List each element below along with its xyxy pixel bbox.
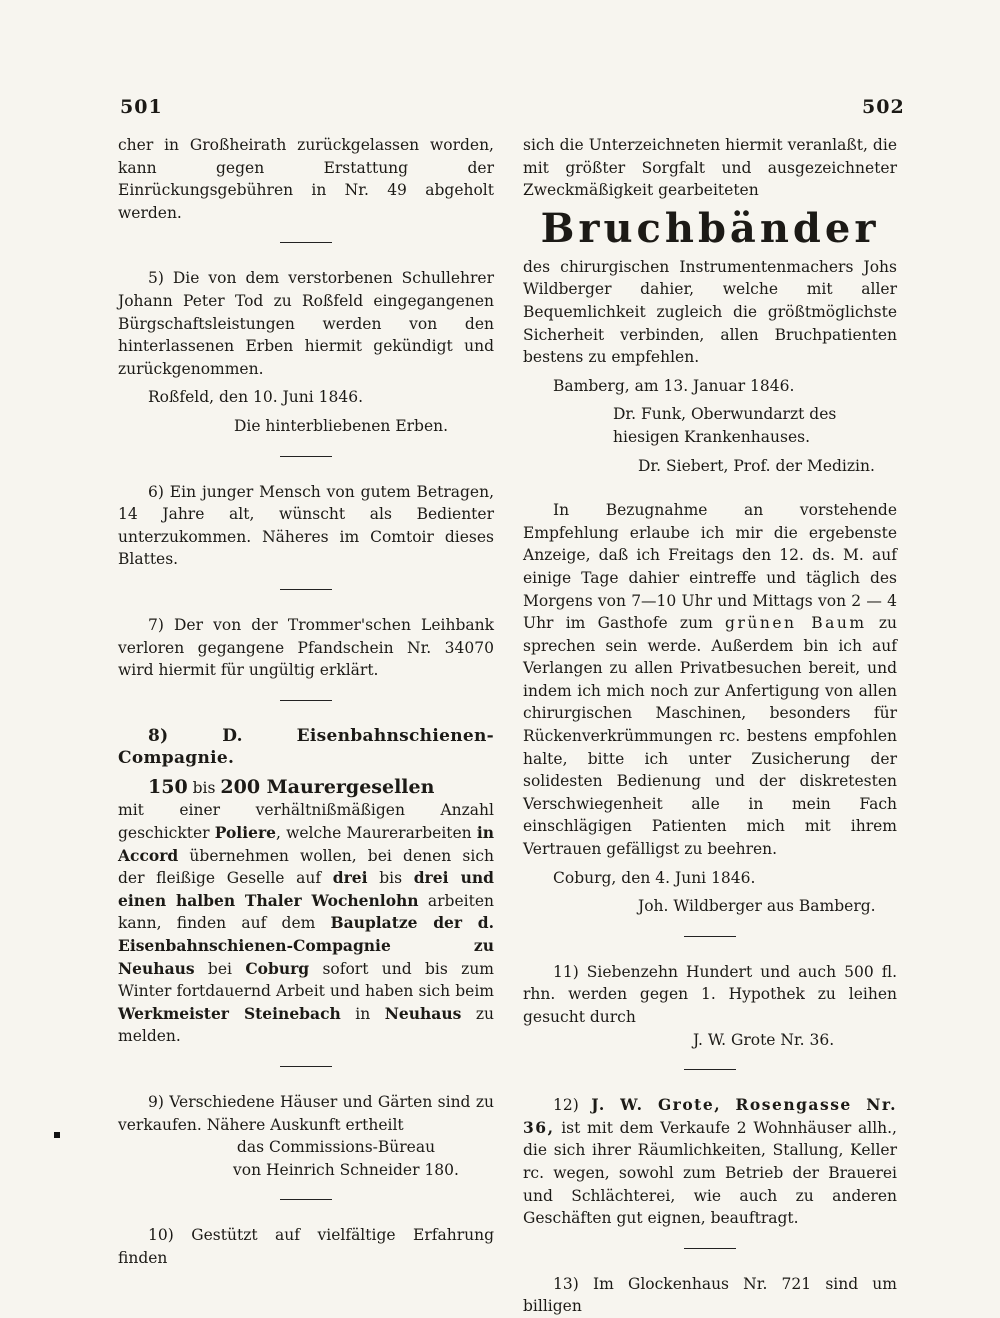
notice-12-spaced: J. W. Grote, Rosengasse Nr. 36, xyxy=(523,1095,897,1137)
notice-8-text-part: zu melden. xyxy=(118,1004,494,1046)
notice-8-bold-part: Poliere xyxy=(214,823,276,843)
notice-8-bold-part: Bauplatze der d. Eisenbahnschienen-Compagnie zu Neuhaus xyxy=(118,913,494,978)
notice-10-text: 10) Gestützt auf vielfältige Erfahrung finden xyxy=(118,1226,494,1267)
wildberger-notice xyxy=(523,499,897,861)
truss-ad-body: des chirurgischen Instrumentenmachers Johs Wildberger dahier, welche mit aller Bequemlichkeit zugleich die größtmöglichste Sicherheit verbinden, allen Bruchpatienten bestens zu empfehlen. xyxy=(523,257,897,367)
divider xyxy=(280,589,332,590)
notice-8-bold-part: drei und einen halben Thaler Wochenlohn xyxy=(118,868,494,910)
truss-ad-intro: sich die Unterzeichneten hiermit veranlaßt, die mit größter Sorgfalt und ausgezeichneter Zweckmäßigkeit gearbeiteten xyxy=(523,136,897,200)
notice-8-bold-part: drei xyxy=(332,868,368,888)
divider xyxy=(280,700,332,701)
notice-8-text-part: in xyxy=(340,1004,385,1023)
notice-12-text xyxy=(523,1094,897,1230)
notice-8-bold-part: Coburg xyxy=(245,958,310,978)
notice-8-text xyxy=(118,799,494,1048)
divider xyxy=(280,242,332,243)
notice-8-bold-part: in Accord xyxy=(118,823,494,865)
right-column xyxy=(523,134,897,1318)
notice-13-text: 13) Im Glockenhaus Nr. 721 sind um billigen xyxy=(523,1274,897,1316)
notice-8-count-to: 200 Maurergesellen xyxy=(220,775,435,798)
notice-9-text: 9) Verschiedene Häuser und Gärten sind zu verkaufen. Nähere Auskunft ertheilt xyxy=(118,1093,494,1134)
left-column xyxy=(118,134,494,1270)
wildberger-notice-part: zu sprechen sein werde. Außerdem bin ich auf Verlangen zu allen Privatbesuchen bereit, und indem ich mich noch zur Anfertigung von allen chirurgischen Maschinen, besonders für Rückenverkrümmungen rc. bestens empfohlen halte, bitte ich unter Zusicherung der solidesten Bedienung und der diskretesten Verschwiegenheit alle in mein Fach einschlägigen Patienten mich mit ihrem Vertrauen gefälligst zu beehren. xyxy=(523,614,897,859)
notice-8-text-part: sofort und bis zum Winter fortdauernd Arbeit und haben sich beim xyxy=(118,959,494,1001)
notice-8-bold-part: Werkmeister Steinebach xyxy=(118,1003,341,1023)
notice-12-part: ist mit dem Verkaufe 2 Wohnhäuser allh., die sich ihrer Räumlichkeiten, Stallung, Keller rc. wegen, sowohl zum Betrieb der Brauerei und Schlächterei, wie auch zu anderen Geschäften gut eignen, beauftragt. xyxy=(523,1118,897,1228)
notice-12-number: 12) xyxy=(553,1096,592,1115)
notice-5-signature: Die hinterbliebenen Erben. xyxy=(233,416,449,435)
page-number-left: 501 xyxy=(120,96,163,118)
notice-8-heading: 8) D. Eisenbahnschienen-Compagnie. xyxy=(118,725,494,769)
notice-8-bis: bis xyxy=(187,778,221,797)
notice-7-text: 7) Der von der Trommer'schen Leihbank verloren gegangene Pfandschein Nr. 34070 wird hiermit für ungültig erklärt. xyxy=(118,615,494,680)
wildberger-notice-part: In Bezugnahme an vorstehende Empfehlung erlaube ich mir die ergebenste Anzeige, daß ich Freitags den 12. ds. M. auf einige Tage dahier eintreffe und täglich des Morgens von 7—10 Uhr und Mittags von 2 — 4 Uhr im Gasthofe zum xyxy=(523,501,897,633)
truss-ad-signature-2: Dr. Siebert, Prof. der Medizin. xyxy=(638,456,875,475)
notice-9-signature-1: das Commissions-Büreau xyxy=(236,1138,436,1157)
notice-9-signature-2: von Heinrich Schneider 180. xyxy=(233,1160,459,1179)
divider xyxy=(684,936,736,937)
divider xyxy=(684,1069,736,1070)
notice-8-text-part: arbeiten kann, finden auf dem xyxy=(118,891,494,933)
margin-mark xyxy=(54,1132,60,1138)
truss-ad-title: Bruchbänder xyxy=(540,204,880,252)
notice-8-text-part: mit einer verhältnißmäßigen Anzahl geschickter xyxy=(118,801,494,843)
notice-8-text-part: bis xyxy=(367,869,414,888)
divider xyxy=(280,1066,332,1067)
divider xyxy=(684,1248,736,1249)
notice-11-signature: J. W. Grote Nr. 36. xyxy=(693,1030,835,1049)
notice-8-headline xyxy=(118,776,494,800)
notice-8-text-part: übernehmen wollen, bei denen sich der fleißige Geselle auf xyxy=(118,846,494,888)
notice-11-text: 11) Siebenzehn Hundert und auch 500 fl. rhn. werden gegen 1. Hypothek zu leihen gesucht durch xyxy=(523,962,897,1026)
notice-6-text: 6) Ein junger Mensch von gutem Betragen, 14 Jahre alt, wünscht als Bedienter unterzukommen. Näheres im Comtoir dieses Blattes. xyxy=(118,482,494,569)
notice-8-text-part: bei xyxy=(194,959,246,978)
notice-8-count-from: 150 xyxy=(148,775,188,798)
truss-ad-signature-1: Dr. Funk, Oberwundarzt des hiesigen Krankenhauses. xyxy=(613,405,837,446)
truss-ad-place-date: Bamberg, am 13. Januar 1846. xyxy=(553,376,795,395)
notice-8-text-part: , welche Maurerarbeiten xyxy=(275,824,477,843)
notice-8-bold-part: Neuhaus xyxy=(384,1003,462,1023)
wildberger-place-date: Coburg, den 4. Juni 1846. xyxy=(553,868,756,887)
divider xyxy=(280,456,332,457)
notice-5-place-date: Roßfeld, den 10. Juni 1846. xyxy=(148,388,364,407)
continued-notice: cher in Großheirath zurückgelassen worden, kann gegen Erstattung der Einrückungsgebühren in Nr. 49 abgeholt werden. xyxy=(118,136,494,222)
notice-5-text: 5) Die von dem verstorbenen Schullehrer Johann Peter Tod zu Roßfeld eingegangenen Bürgschaftsleistungen werden von den hinterlassenen Erben hiermit gekündigt und zurückgenommen. xyxy=(118,269,494,378)
wildberger-signature: Joh. Wildberger aus Bamberg. xyxy=(638,897,876,916)
wildberger-notice-spaced: grünen Baum xyxy=(725,614,867,633)
page-number-right: 502 xyxy=(862,96,905,118)
